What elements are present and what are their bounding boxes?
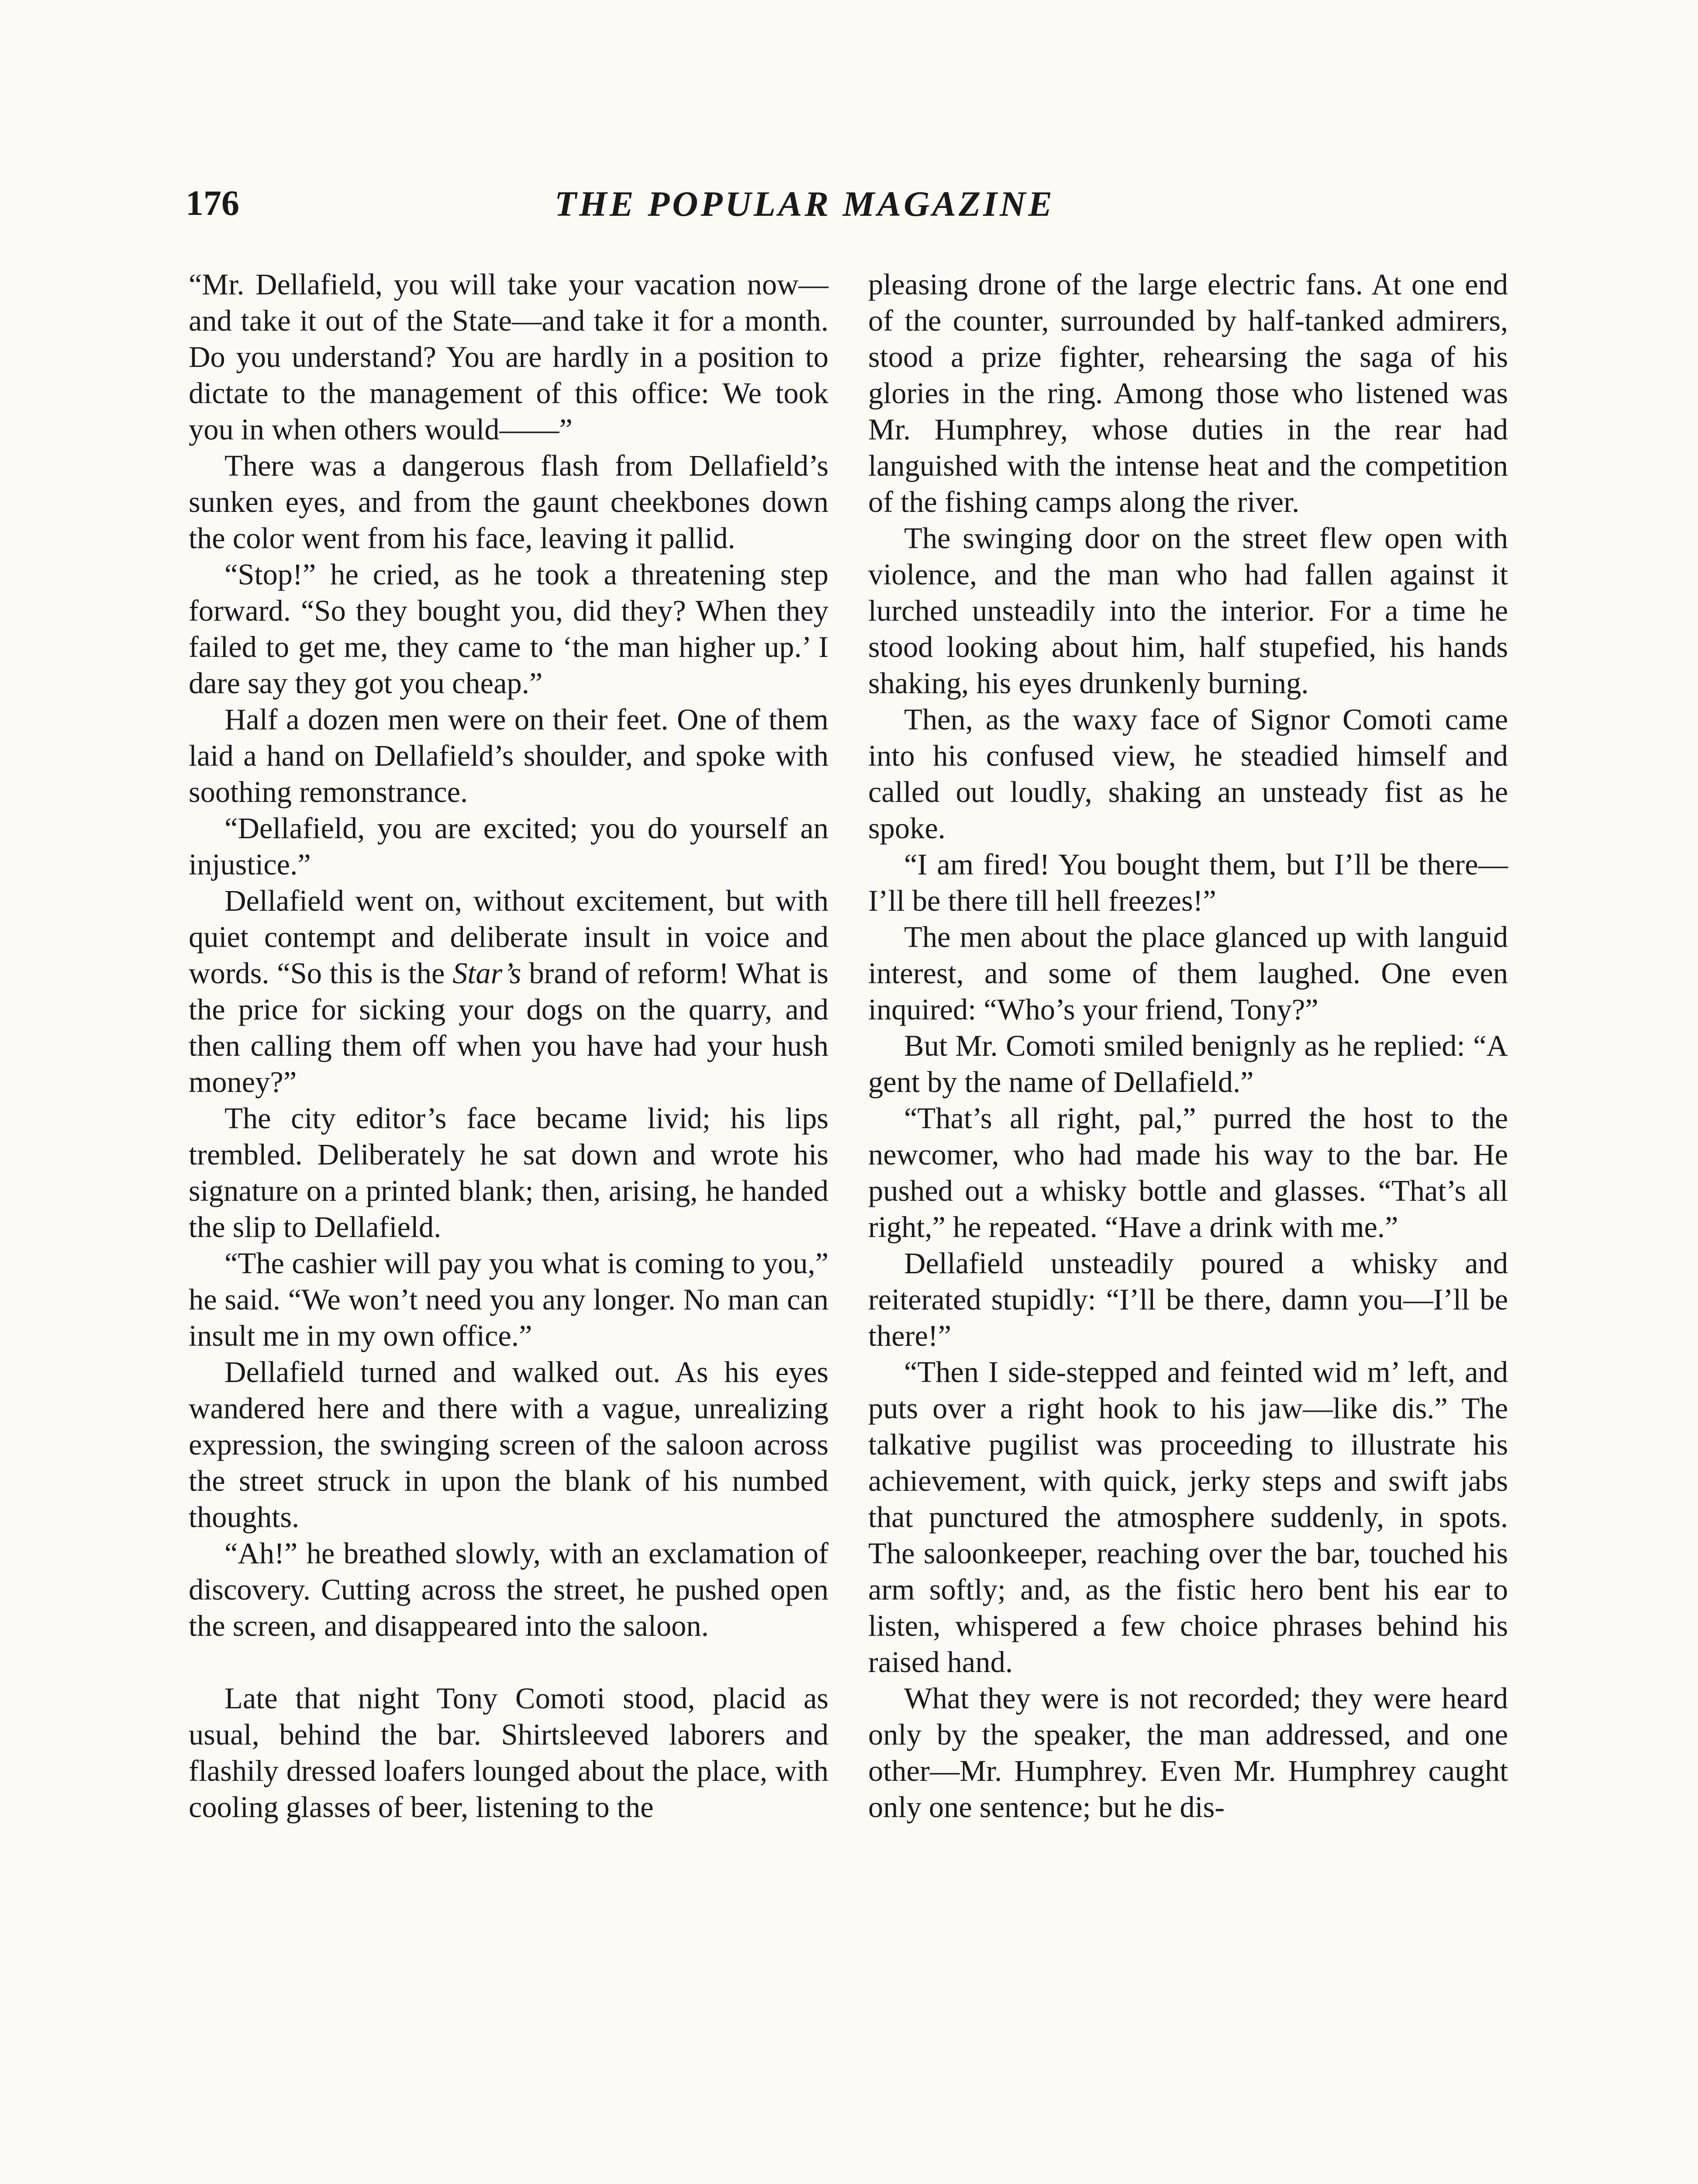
paragraph: “That’s all right, pal,” purred the host to the newcomer, who had made his way to the bar. He pushed out a whisky bottle and glasses. “That’s all right,” he repeated. “Have a drink with me.” xyxy=(868,1102,1508,1244)
paragraph: “The cashier will pay you what is coming to you,” he said. “We won’t need you any longer. No man can insult me in my own office.” xyxy=(189,1247,828,1352)
paragraph: “Mr. Dellafield, you will take your vacation now—and take it out of the State—and take it for a month. Do you understand? You are hardly in a position to dictate to the management of this office: We took you in when others would——” xyxy=(189,268,828,446)
paragraph: “Then I side-stepped and feinted wid m’ left, and puts over a right hook to his jaw—like dis.” The talkative pugilist was proceeding to illustrate his achievement, with quick, jerky steps and swift jabs that punctured the atmosphere suddenly, in spots. The saloonkeeper, reaching over the bar, touched his arm softly; and, as the fistic hero bent his ear to listen, whispered a few choice phrases behind his raised hand. xyxy=(868,1355,1508,1679)
paragraph: The swinging door on the street flew open with violence, and the man who had fallen against it lurched unsteadily into the interior. For a time he stood looking about him, half stupefied, his hands shaking, his eyes drunkenly burning. xyxy=(868,522,1508,700)
paragraph: “I am fired! You bought them, but I’ll be there—I’ll be there till hell freezes!” xyxy=(868,848,1508,917)
paragraph: “Stop!” he cried, as he took a threatening step forward. “So they bought you, did they? When they failed to get me, they came to ‘the man higher up.’ I dare say they got you cheap.” xyxy=(189,558,828,700)
left-column xyxy=(189,266,828,1825)
running-head: THE POPULAR MAGAZINE xyxy=(555,184,1055,224)
paragraph xyxy=(189,883,828,1100)
paragraph: But Mr. Comoti smiled benignly as he replied: “A gent by the name of Dellafield.” xyxy=(868,1029,1508,1099)
paragraph: pleasing drone of the large electric fans. At one end of the counter, surrounded by half-tanked admirers, stood a prize fighter, rehearsing the saga of his glories in the ring. Among those who listened was Mr. Humphrey, whose duties in the rear had languished with the intense heat and the competition of the fishing camps along the river. xyxy=(868,268,1508,518)
paragraph: “Ah!” he breathed slowly, with an exclamation of discovery. Cutting across the street, he pushed open the screen, and disappeared into the saloon. xyxy=(189,1537,828,1642)
page-number: 176 xyxy=(186,183,239,223)
paragraph: Half a dozen men were on their feet. One of them laid a hand on Dellafield’s shoulder, and spoke with soothing remonstrance. xyxy=(189,703,828,809)
paragraph: Then, as the waxy face of Signor Comoti came into his confused view, he steadied himself and called out loudly, shaking an unsteady fist as he spoke. xyxy=(868,703,1508,845)
paragraph: The city editor’s face became livid; his lips trembled. Deliberately he sat down and wrote his signature on a printed blank; then, arising, he handed the slip to Dellafield. xyxy=(189,1102,828,1244)
paragraph-text: brand of reform! What is the price for sicking your dogs on the quarry, and then calling them off when you have had your hush money?” xyxy=(189,957,828,1099)
paragraph-text: Dellafield went on, without excitement, but with quiet contempt and deliberate insult in voice and words. “So this is the xyxy=(189,884,828,990)
paragraph: Late that night Tony Comoti stood, placid as usual, behind the bar. Shirtsleeved laborers and flashily dressed loafers lounged about the place, with cooling glasses of beer, listening to the xyxy=(189,1682,828,1824)
paragraph: “Dellafield, you are excited; you do yourself an injustice.” xyxy=(189,812,828,881)
paragraph: Dellafield unsteadily poured a whisky and reiterated stupidly: “I’ll be there, damn you—I’ll be there!” xyxy=(868,1247,1508,1352)
right-column xyxy=(868,266,1508,1825)
paragraph: The men about the place glanced up with languid interest, and some of them laughed. One even inquired: “Who’s your friend, Tony?” xyxy=(868,920,1508,1026)
paragraph: What they were is not recorded; they were heard only by the speaker, the man addressed, and one other—Mr. Humphrey. Even Mr. Humphrey caught only one sentence; but he dis- xyxy=(868,1682,1508,1824)
newspaper-name: Star’s xyxy=(452,957,521,990)
paragraph: Dellafield turned and walked out. As his eyes wandered here and there with a vague, unrealizing expression, the swinging screen of the saloon across the street struck in upon the blank of his numbed thoughts. xyxy=(189,1355,828,1534)
paragraph: There was a dangerous flash from Dellafield’s sunken eyes, and from the gaunt cheekbones down the color went from his face, leaving it pallid. xyxy=(189,449,828,555)
